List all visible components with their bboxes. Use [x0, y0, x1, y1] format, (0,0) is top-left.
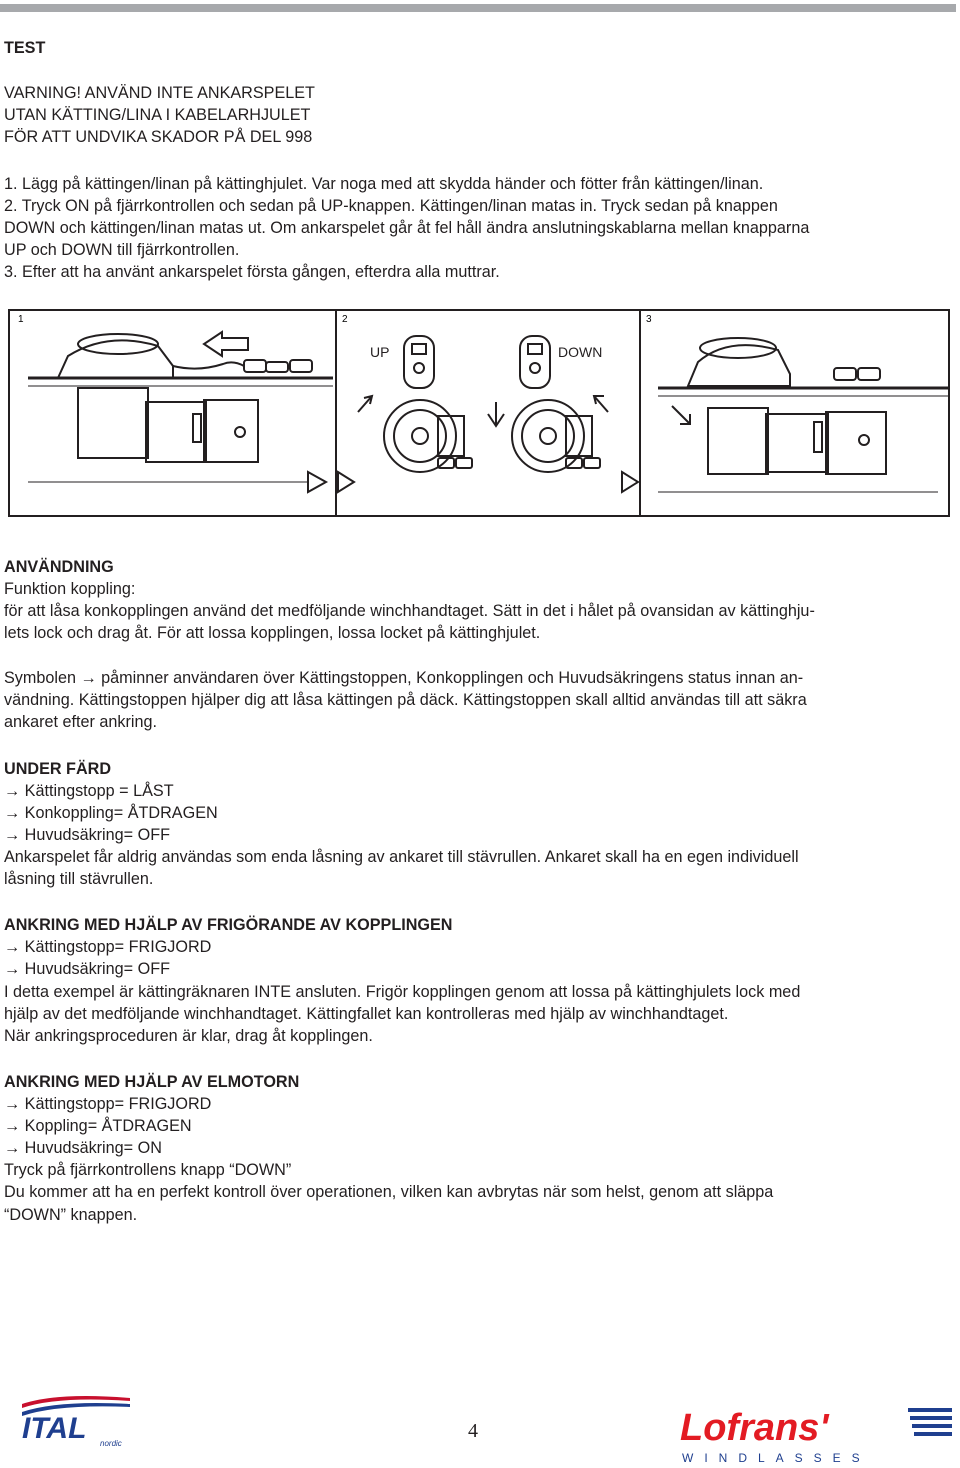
text-line: Symbolen → påminner användaren över Kättingstoppen, Konkopplingen och Huvudsäkringens status innan an-	[4, 669, 804, 687]
step-line: 2. Tryck ON på fjärrkontrollen och sedan på UP-knappen. Kättingen/linan matas in. Tryck sedan på knappen	[4, 197, 778, 215]
up-label: UP	[370, 344, 390, 360]
section-heading: ANKRING MED HJÄLP AV ELMOTORN	[4, 1073, 300, 1091]
text-line: I detta exempel är kättingräknaren INTE ansluten. Frigör kopplingen genom att lossa på kättinghjulets lock med	[4, 983, 801, 1001]
svg-text:nordic: nordic	[100, 1439, 122, 1448]
text-line: för att låsa konkopplingen använd det medföljande winchhandtaget. Sätt in det i hålet på ovansidan av kättinghju-	[4, 602, 815, 620]
svg-text:WINDLASSES: WINDLASSES	[682, 1451, 871, 1465]
ital-logo	[18, 1388, 134, 1448]
text-line: hjälp av det medföljande winchhandtaget. Kättingfallet kan kontrolleras med hjälp av winchhandtaget.	[4, 1005, 729, 1023]
svg-text:ITAL: ITAL	[22, 1412, 87, 1445]
text-line: → Huvudsäkring= ON	[4, 1139, 162, 1157]
section-heading: ANVÄNDNING	[4, 558, 114, 576]
panel-1-drawing	[28, 332, 333, 492]
text-line: → Huvudsäkring= OFF	[4, 960, 170, 978]
text-line: låsning till stävrullen.	[4, 870, 154, 888]
step-line: DOWN och kättingen/linan matas ut. Om ankarspelet går åt fel håll ändra anslutningskablarna mellan knapparna	[4, 219, 810, 237]
top-rule	[0, 4, 956, 12]
section-heading: ANKRING MED HJÄLP AV FRIGÖRANDE AV KOPPLINGEN	[4, 916, 453, 934]
text-line: → Kättingstopp = LÅST	[4, 782, 174, 800]
text-line: Funktion koppling:	[4, 580, 136, 598]
text-line: → Kättingstopp= FRIGJORD	[4, 938, 212, 956]
panel-2-drawing	[338, 336, 638, 492]
text-line: När ankringsproceduren är klar, drag åt kopplingen.	[4, 1027, 373, 1045]
text-line: → Huvudsäkring= OFF	[4, 826, 170, 844]
warning-line: VARNING! ANVÄND INTE ANKARSPELET	[4, 84, 315, 102]
panel-number: 2	[342, 314, 348, 325]
windlass-illustration	[8, 296, 952, 520]
text-line: Du kommer att ha en perfekt kontroll över operationen, vilken kan avbrytas när som helst, genom att släppa	[4, 1183, 774, 1201]
step-line: 1. Lägg på kättingen/linan på kättinghjulet. Var noga med att skydda händer och fötter från kättingen/linan.	[4, 175, 764, 193]
text-line: → Koppling= ÅTDRAGEN	[4, 1117, 192, 1135]
text-line: lets lock och drag åt. För att lossa kopplingen, lossa locket på kättinghjulet.	[4, 624, 541, 642]
panel-number: 1	[18, 314, 24, 325]
panel-3-drawing	[658, 338, 948, 492]
text-line: “DOWN” knappen.	[4, 1206, 138, 1224]
svg-text:Lofrans': Lofrans'	[680, 1407, 829, 1449]
warning-line: FÖR ATT UNDVIKA SKADOR PÅ DEL 998	[4, 128, 313, 146]
step-line: UP och DOWN till fjärrkontrollen.	[4, 241, 240, 259]
text-line: → Kättingstopp= FRIGJORD	[4, 1095, 212, 1113]
lofrans-logo	[678, 1400, 958, 1466]
text-line: Ankarspelet får aldrig användas som enda låsning av ankaret till stävrullen. Ankaret skall ha en egen individuell	[4, 848, 799, 866]
panel-number: 3	[646, 314, 652, 325]
section-heading: UNDER FÄRD	[4, 760, 112, 778]
text-line: → Konkoppling= ÅTDRAGEN	[4, 804, 218, 822]
text-line: ankaret efter ankring.	[4, 713, 157, 731]
step-line: 3. Efter att ha använt ankarspelet första gången, efterdra alla muttrar.	[4, 263, 500, 281]
page-title: TEST	[4, 39, 46, 57]
page-number: 4	[468, 1420, 478, 1442]
text-line: Tryck på fjärrkontrollens knapp “DOWN”	[4, 1161, 292, 1179]
down-label: DOWN	[558, 344, 603, 360]
text-line: vändning. Kättingstoppen hjälper dig att låsa kättingen på däck. Kättingstoppen skall alltid användas till att säkra	[4, 691, 807, 709]
warning-line: UTAN KÄTTING/LINA I KABELARHJULET	[4, 106, 311, 124]
